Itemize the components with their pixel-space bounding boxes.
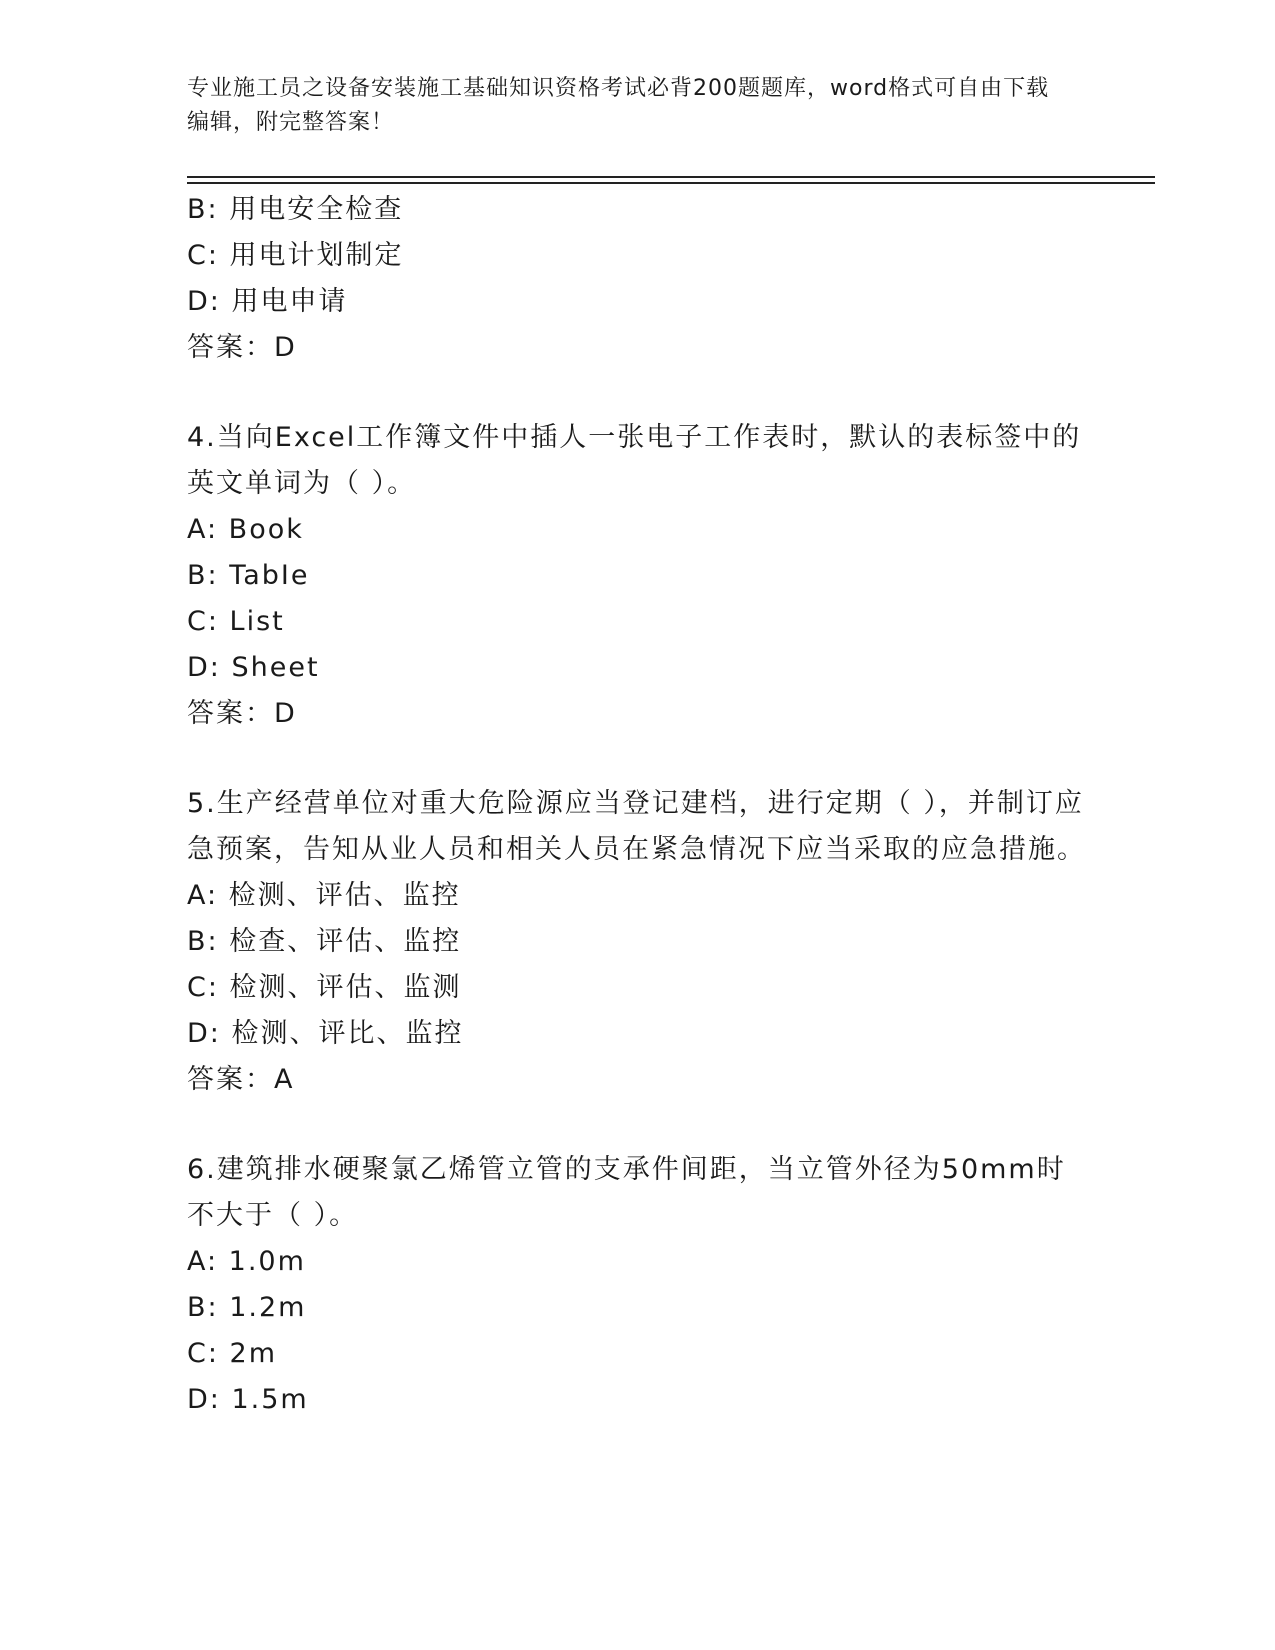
option-b: B: TabIe <box>187 560 310 591</box>
option-a: A: Book <box>187 514 304 545</box>
answer-line: 答案：D <box>187 698 297 729</box>
option-c: C: List <box>187 606 285 637</box>
answer-line: 答案：D <box>187 332 297 363</box>
question-4-block <box>187 415 1087 737</box>
option-d: D: 1.5m <box>187 1384 309 1415</box>
question-content <box>187 187 1087 1423</box>
header-divider-top <box>187 176 1155 178</box>
option-d: D: Sheet <box>187 652 320 683</box>
question-6-block <box>187 1147 1087 1423</box>
option-b: B: 用电安全检查 <box>187 194 404 225</box>
option-d: D: 用电申请 <box>187 286 348 317</box>
question-text: 6.建筑排水硬聚氯乙烯管立管的支承件间距，当立管外径为50mm时不大于（ ）。 <box>187 1154 1066 1231</box>
option-b: B: 1.2m <box>187 1292 307 1323</box>
option-c: C: 检测、评估、监测 <box>187 972 462 1003</box>
header-divider-bottom <box>187 182 1155 184</box>
question-text: 4.当向Excel工作簿文件中插人一张电子工作表时，默认的表标签中的英文单词为（ ）。 <box>187 422 1082 499</box>
option-a: A: 1.0m <box>187 1246 306 1277</box>
option-c: C: 用电计划制定 <box>187 240 404 271</box>
option-a: A: 检测、评估、监控 <box>187 880 461 911</box>
option-d: D: 检测、评比、监控 <box>187 1018 464 1049</box>
spacer <box>187 737 1087 781</box>
answer-line: 答案：A <box>187 1064 295 1095</box>
spacer <box>187 1103 1087 1147</box>
question-5-block <box>187 781 1087 1103</box>
option-b: B: 检查、评估、监控 <box>187 926 462 957</box>
question-text: 5.生产经营单位对重大危险源应当登记建档，进行定期（ ），并制订应急预案，告知从业人员和相关人员在紧急情况下应当采取的应急措施。 <box>187 788 1086 865</box>
spacer <box>187 371 1087 415</box>
document-header-title: 专业施工员之设备安装施工基础知识资格考试必背200题题库，word格式可自由下载编辑，附完整答案！ <box>187 76 1050 135</box>
option-c: C: 2m <box>187 1338 278 1369</box>
question-3-block <box>187 187 1087 371</box>
